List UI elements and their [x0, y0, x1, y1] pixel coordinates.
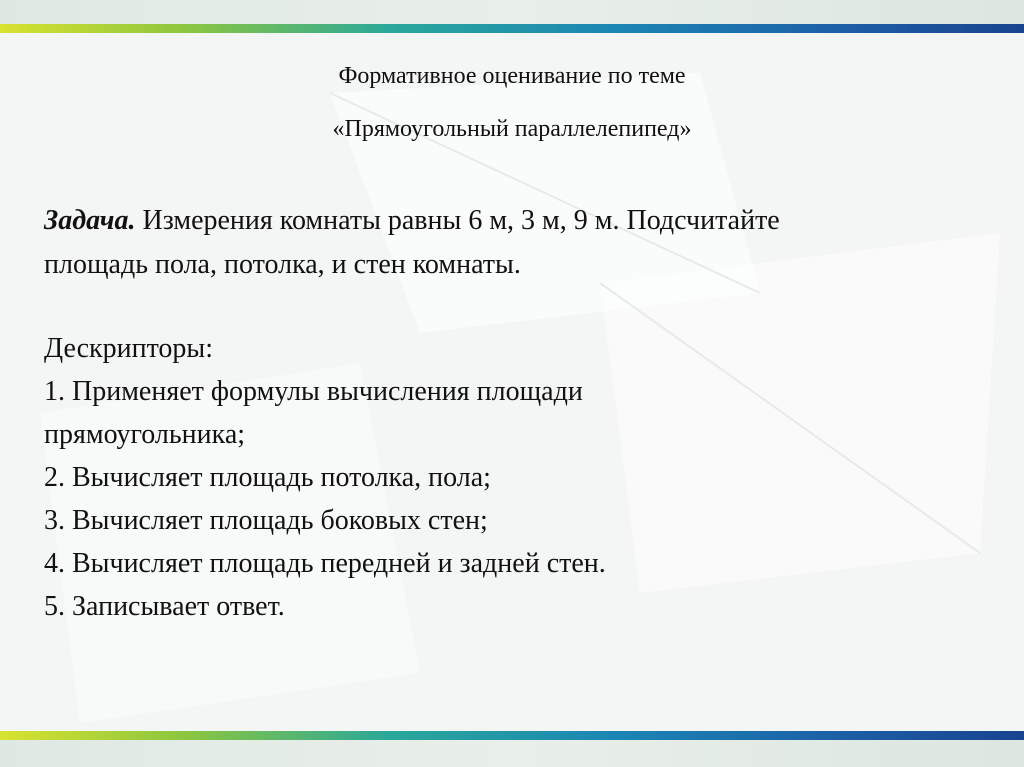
slide-title-line-2: «Прямоугольный параллелепипед» [332, 116, 692, 142]
task-label: Задача. [44, 205, 136, 236]
descriptor-item: 1. Применяет формулы вычисления площади [44, 376, 583, 407]
task-text-1: Измерения комнаты равны 6 м, 3 м, 9 м. Подсчитайте [135, 205, 780, 236]
task-line-1 [44, 199, 994, 243]
bottom-decor-strip [0, 740, 1024, 767]
descriptor-item: 2. Вычисляет площадь потолка, пола; [44, 462, 491, 493]
descriptor-item: прямоугольника; [44, 419, 246, 450]
task-paragraph [44, 199, 994, 287]
descriptors-heading: Дескрипторы: [44, 333, 214, 364]
task-line-2: площадь пола, потолка, и стен комнаты. [44, 249, 521, 280]
slide-title-line-1: Формативное оценивание по теме [338, 63, 686, 89]
descriptor-item: 3. Вычисляет площадь боковых стен; [44, 505, 488, 536]
descriptor-item: 4. Вычисляет площадь передней и задней стен. [44, 548, 606, 579]
top-gradient-band [0, 24, 1024, 33]
top-decor-strip [0, 0, 1024, 24]
slide-content [0, 33, 1024, 731]
descriptor-item: 5. Записывает ответ. [44, 591, 285, 622]
bottom-gradient-band [0, 731, 1024, 740]
descriptors-list [44, 327, 994, 628]
